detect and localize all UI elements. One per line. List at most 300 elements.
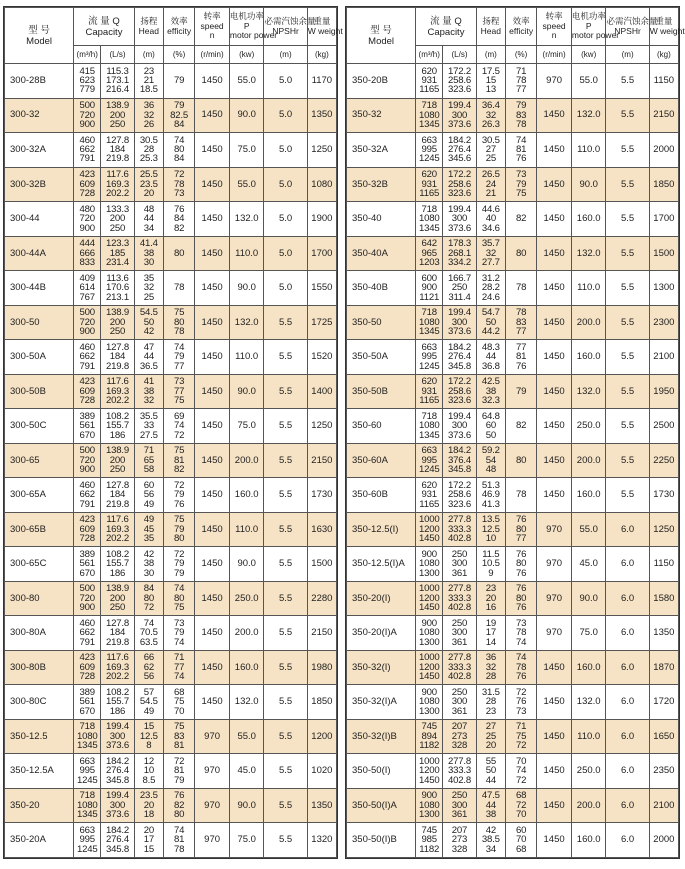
speed-cell: 1450 [195,650,230,685]
model-cell: 350-60B [347,478,416,513]
capacity-m3h-cell [74,340,101,375]
table-row [5,374,337,409]
capacity-m3h-cell-value: 900 [79,326,95,338]
capacity-m3h-cell-value: 670 [79,567,95,579]
efficiency-cell-value: 79 [173,627,185,639]
head-cell-value: 20 [485,740,496,752]
header-power [229,8,278,46]
head-cell-value: 56 [143,671,154,683]
head-cell-value: 74 [143,617,154,629]
capacity-m3h-cell-value: 423 [79,514,95,526]
capacity-m3h-cell-value: 728 [79,395,95,407]
capacity-ls-cell-value: 376.4 [447,454,471,466]
head-cell-value: 36.4 [481,100,500,112]
weight-cell: 1630 [307,512,336,547]
efficiency-cell [505,547,536,582]
capacity-ls-cell-value: 402.8 [447,602,471,614]
table-row [347,340,679,375]
table-row [347,512,679,547]
efficiency-cell-value: 82 [515,213,527,225]
capacity-ls-cell-value: 300 [451,213,468,225]
capacity-m3h-cell-value: 1165 [419,188,440,199]
unit-rmin: (r/min) [537,46,572,64]
power-cell: 90.0 [571,581,606,616]
capacity-m3h-cell-value: 620 [421,65,437,77]
efficiency-cell [505,236,536,271]
power-cell: 55.0 [571,64,606,99]
capacity-ls-cell-value: 117.6 [106,514,129,526]
capacity-m3h-cell-value: 1450 [418,533,440,545]
capacity-m3h-cell-value: 900 [421,548,437,560]
table-row [5,685,337,720]
capacity-ls-cell-value: 373.6 [447,118,471,130]
model-cell: 300-80 [5,581,74,616]
weight-cell: 2350 [649,754,678,789]
capacity-m3h-cell-value: 1200 [418,523,440,535]
capacity-ls-cell [443,823,477,858]
model-cell: 350-60A [347,443,416,478]
efficiency-cell-value: 74 [515,636,527,648]
capacity-ls-cell [443,547,477,582]
efficiency-cell-value: 75 [173,721,185,733]
capacity-ls-cell-value: 300 [451,799,468,811]
npsh-cell: 5.5 [264,823,307,858]
efficiency-cell-value: 75 [173,307,185,319]
capacity-m3h-cell-value: 1300 [418,705,440,717]
capacity-ls-cell-value: 117.6 [106,652,129,664]
speed-cell: 1450 [195,98,230,133]
capacity-ls-cell [101,478,135,513]
weight-cell: 1320 [307,823,336,858]
model-cell: 350-12.5(I)A [347,547,416,582]
weight-cell: 1650 [649,719,678,754]
efficiency-cell [163,133,194,168]
efficiency-cell-value: 80 [173,592,185,604]
head-cell-value: 57 [143,686,154,698]
npsh-cell: 5.0 [264,167,307,202]
speed-cell: 1450 [195,443,230,478]
capacity-ls-cell-value: 117.6 [106,376,129,388]
head-cell-value: 28 [143,144,154,156]
head-cell-value: 32 [143,282,154,294]
capacity-m3h-cell-value: 1080 [418,627,440,639]
capacity-ls-cell-value: 202.2 [105,188,129,199]
capacity-ls-cell-value: 133.3 [105,203,129,215]
capacity-m3h-cell-value: 480 [79,203,95,215]
capacity-ls-cell-value: 138.9 [105,307,129,319]
capacity-m3h-cell-value: 1300 [418,809,440,821]
head-cell-value: 23 [485,705,496,717]
weight-cell: 1980 [307,650,336,685]
head-cell [476,581,505,616]
head-cell-value: 30 [143,567,154,579]
model-cell: 350-32(I)A [347,685,416,720]
capacity-ls-cell-value: 345.8 [105,843,129,855]
head-cell-value: 62 [143,661,154,673]
npsh-cell: 5.5 [264,547,307,582]
speed-cell: 1450 [537,685,572,720]
head-cell-value: 64.8 [481,410,500,422]
capacity-m3h-cell-value: 1300 [418,636,440,648]
head-cell-value: 35 [143,272,154,284]
capacity-ls-cell-value: 328 [451,843,468,855]
capacity-m3h-cell-value: 561 [79,558,95,570]
capacity-ls-cell [443,443,477,478]
spec-table-left-body [5,64,337,858]
efficiency-cell-value: 82 [173,799,185,811]
speed-cell: 1450 [195,305,230,340]
capacity-m3h-cell-value: 1080 [418,420,440,432]
power-cell: 250.0 [571,754,606,789]
capacity-m3h-cell-value: 1000 [418,583,440,595]
efficiency-cell [505,64,536,99]
capacity-m3h-cell-value: 500 [79,100,95,112]
capacity-m3h-cell [416,650,443,685]
head-cell [476,754,505,789]
unit-pct: (%) [163,46,194,64]
efficiency-cell [505,754,536,789]
header-capacity-en: Capacity [427,26,465,38]
head-cell-value: 30 [143,257,154,269]
npsh-cell: 5.5 [606,64,649,99]
capacity-ls-cell-value: 166.7 [447,272,471,284]
weight-cell: 1170 [307,64,336,99]
capacity-m3h-cell-value: 1080 [418,316,440,328]
head-cell-value: 18.5 [139,84,158,96]
capacity-ls-cell [443,512,477,547]
capacity-m3h-cell-value: 718 [79,721,95,733]
capacity-m3h-cell-value: 900 [79,602,95,614]
efficiency-cell-value: 78 [173,326,185,338]
speed-cell: 970 [195,823,230,858]
capacity-m3h-cell-value: 791 [79,498,95,510]
capacity-m3h-cell-value: 500 [79,445,95,457]
head-cell-value: 13.5 [481,514,500,526]
efficiency-cell-value: 80 [515,558,527,570]
head-cell-value: 21 [143,75,154,87]
head-cell [134,788,163,823]
speed-cell: 1450 [195,340,230,375]
efficiency-cell-value: 79 [173,567,185,579]
table-row [5,133,337,168]
capacity-ls-cell [443,98,477,133]
capacity-m3h-cell-value: 662 [79,627,95,639]
capacity-m3h-cell-value: 745 [421,825,437,837]
model-cell: 300-65A [5,478,74,513]
capacity-m3h-cell-value: 460 [79,134,95,146]
efficiency-cell-value: 73 [515,705,527,717]
efficiency-cell-value: 72 [173,548,185,560]
npsh-cell: 5.5 [606,305,649,340]
efficiency-cell-value: 77 [515,84,527,96]
capacity-ls-cell-value: 250 [451,617,468,629]
head-cell-value: 50 [485,316,496,328]
capacity-m3h-cell-value: 1080 [76,730,98,742]
head-cell-value: 41.3 [481,498,500,510]
head-cell-value: 36 [485,652,496,664]
npsh-cell: 5.5 [606,202,649,237]
head-cell-value: 41 [143,376,154,388]
header-speed-n: n [209,30,215,41]
head-cell [476,340,505,375]
capacity-m3h-cell-value: 1121 [419,291,440,303]
capacity-m3h-cell [74,616,101,651]
head-cell-value: 72 [143,602,154,614]
header-weight-en: W weight [307,25,343,36]
speed-cell: 1450 [537,98,572,133]
capacity-ls-cell-value: 333.3 [447,661,471,673]
capacity-ls-cell-value: 184.2 [447,134,471,146]
capacity-ls-cell-value: 108.2 [105,410,129,422]
capacity-m3h-cell [416,64,443,99]
capacity-ls-cell [443,133,477,168]
table-row [347,305,679,340]
weight-cell: 1250 [307,409,336,444]
header-head [476,8,505,46]
head-cell [134,512,163,547]
header-npsh-cn: 必需汽蚀余量 [606,16,658,26]
head-cell [476,305,505,340]
table-row [347,374,679,409]
head-cell-value: 26 [143,118,154,130]
unit-m3h: (m³/h) [416,46,443,64]
capacity-ls-cell-value: 184 [109,144,126,156]
head-cell-value: 38 [485,385,496,397]
efficiency-cell-value: 77 [173,661,185,673]
model-cell: 350-12.5(I) [347,512,416,547]
capacity-ls-cell-value: 300 [109,730,126,742]
npsh-cell: 6.0 [606,512,649,547]
capacity-m3h-cell-value: 1080 [76,799,98,811]
capacity-ls-cell-value: 311.4 [448,291,471,303]
efficiency-cell-value: 79 [173,558,185,570]
table-row [347,98,679,133]
efficiency-cell-value: 70 [515,755,527,767]
head-cell-value: 44 [485,774,496,786]
capacity-m3h-cell [74,98,101,133]
capacity-ls-cell [101,98,135,133]
head-cell-value: 36.5 [139,360,158,372]
head-cell [476,374,505,409]
model-cell: 350-20(I)A [347,616,416,651]
head-cell-value: 32 [143,395,154,407]
header-weight [649,8,685,46]
speed-cell: 1450 [195,547,230,582]
capacity-ls-cell-value: 273 [451,834,468,846]
head-cell-value: 23.5 [139,790,158,802]
table-row [347,650,679,685]
head-cell-value: 25.5 [139,169,158,181]
capacity-m3h-cell-value: 894 [421,730,437,742]
header-head-en: Head [138,25,159,36]
capacity-m3h-cell [416,374,443,409]
head-cell-value: 24.6 [481,291,500,303]
capacity-ls-cell-value: 250 [451,282,468,294]
speed-cell: 970 [537,616,572,651]
power-cell: 200.0 [229,616,264,651]
speed-cell: 1450 [195,581,230,616]
efficiency-cell-value: 78 [173,282,185,294]
power-cell: 132.0 [229,685,264,720]
head-cell-value: 44 [143,351,154,363]
header-model-cn: 型 号 [370,24,392,36]
capacity-ls-cell-value: 219.8 [105,360,129,372]
header-eff-cn: 效率 [512,16,530,26]
spec-table-right-panel [345,6,685,859]
capacity-ls-cell [443,64,477,99]
capacity-m3h-cell-value: 718 [421,307,437,319]
table-row [347,685,679,720]
unit-m: (m) [476,46,505,64]
capacity-ls-cell-value: 138.9 [105,583,129,595]
capacity-m3h-cell-value: 1165 [419,84,440,96]
table-row [347,271,679,306]
capacity-m3h-cell [416,305,443,340]
header-eff-cn: 效率 [170,16,188,26]
efficiency-cell-value: 75 [173,696,185,708]
capacity-ls-cell-value: 333.3 [447,523,471,535]
capacity-m3h-cell-value: 1080 [418,799,440,811]
efficiency-cell-value: 74 [173,583,185,595]
capacity-ls-cell-value: 300 [451,420,468,432]
efficiency-cell-value: 72 [173,479,185,491]
head-cell-value: 54 [485,454,496,466]
efficiency-cell-value: 60 [515,825,527,837]
header-speed-en: speed [200,20,224,31]
capacity-m3h-cell-value: 718 [421,100,437,112]
capacity-m3h-cell [74,167,101,202]
head-cell [134,823,163,858]
capacity-ls-cell-value: 108.2 [105,686,129,698]
capacity-m3h-cell [74,788,101,823]
capacity-m3h-cell [74,719,101,754]
model-cell: 350-50A [347,340,416,375]
capacity-ls-cell-value: 361 [451,636,468,648]
capacity-m3h-cell-value: 745 [421,721,437,733]
capacity-m3h-cell [74,547,101,582]
head-cell-value: 63.5 [139,636,158,648]
efficiency-cell-value: 71 [515,65,527,77]
capacity-m3h-cell-value: 600 [421,272,437,284]
capacity-ls-cell-value: 216.4 [105,84,129,96]
capacity-m3h-cell-value: 900 [79,118,95,130]
model-cell: 300-50B [5,374,74,409]
capacity-ls-cell-value: 300 [451,316,468,328]
capacity-m3h-cell [416,167,443,202]
capacity-ls-cell-value: 199.4 [447,307,471,319]
power-cell: 200.0 [571,443,606,478]
efficiency-cell-value: 78 [515,489,527,501]
efficiency-cell-value: 80 [173,809,185,821]
efficiency-cell-value: 78 [515,118,527,130]
capacity-ls-cell-value: 200 [109,316,126,328]
capacity-ls-cell [443,616,477,651]
table-row [347,202,679,237]
npsh-cell: 6.0 [606,685,649,720]
model-cell: 350-12.5 [5,719,74,754]
capacity-m3h-cell [416,547,443,582]
capacity-m3h-cell-value: 720 [79,213,95,225]
header-capacity [416,8,477,46]
model-cell: 300-65B [5,512,74,547]
efficiency-cell-value: 76 [515,696,527,708]
header-weight-cn: 重量 [313,16,331,26]
head-cell-value: 17.5 [481,65,500,77]
head-cell-value: 26.3 [481,118,500,130]
capacity-m3h-cell-value: 609 [79,661,95,673]
capacity-ls-cell [443,167,477,202]
table-row [5,271,337,306]
npsh-cell: 6.0 [606,547,649,582]
speed-cell: 1450 [537,719,572,754]
head-cell-value: 10 [485,533,496,545]
spec-table-left [4,7,343,858]
capacity-ls-cell-value: 199.4 [447,203,471,215]
power-cell: 250.0 [571,409,606,444]
capacity-ls-cell-value: 250 [451,548,468,560]
head-cell-value: 12 [143,755,154,767]
capacity-m3h-cell-value: 791 [79,153,95,165]
speed-cell: 1450 [195,685,230,720]
efficiency-cell-value: 79 [173,523,185,535]
unit-m: (m) [134,46,163,64]
capacity-m3h-cell [416,443,443,478]
table-row [347,478,679,513]
head-cell [134,202,163,237]
capacity-m3h-cell-value: 460 [79,617,95,629]
capacity-m3h-cell-value: 1080 [418,696,440,708]
capacity-ls-cell-value: 155.7 [105,420,129,432]
power-cell: 90.0 [571,167,606,202]
efficiency-cell-value: 68 [173,686,185,698]
head-cell-value: 42 [143,326,154,338]
head-cell [476,236,505,271]
capacity-m3h-cell-value: 1450 [418,671,440,683]
power-cell: 250.0 [229,581,264,616]
capacity-ls-cell-value: 213.1 [105,291,129,303]
power-cell: 132.0 [571,374,606,409]
efficiency-cell-value: 75 [173,602,185,614]
capacity-m3h-cell-value: 791 [79,636,95,648]
table-row [5,581,337,616]
capacity-ls-cell-value: 199.4 [447,410,471,422]
efficiency-cell-value: 77 [515,341,527,353]
weight-cell: 1550 [307,271,336,306]
efficiency-cell [505,271,536,306]
head-cell-value: 18 [143,809,154,821]
head-cell [134,305,163,340]
capacity-ls-cell [443,788,477,823]
weight-cell: 1900 [307,202,336,237]
speed-cell: 970 [195,788,230,823]
efficiency-cell [505,616,536,651]
efficiency-cell-value: 80 [173,144,185,156]
npsh-cell: 5.5 [264,478,307,513]
weight-cell: 1700 [307,236,336,271]
efficiency-cell-value: 80 [173,247,185,259]
power-cell: 45.0 [571,547,606,582]
model-cell: 350-32(I)B [347,719,416,754]
efficiency-cell-value: 72 [173,169,185,181]
efficiency-cell-value: 76 [173,790,185,802]
efficiency-cell-value: 80 [515,454,527,466]
head-cell [134,650,163,685]
capacity-ls-cell-value: 200 [109,213,126,225]
capacity-ls-cell-value: 333.3 [447,592,471,604]
capacity-m3h-cell-value: 423 [79,652,95,664]
head-cell [134,719,163,754]
capacity-ls-cell-value: 184.2 [105,825,129,837]
